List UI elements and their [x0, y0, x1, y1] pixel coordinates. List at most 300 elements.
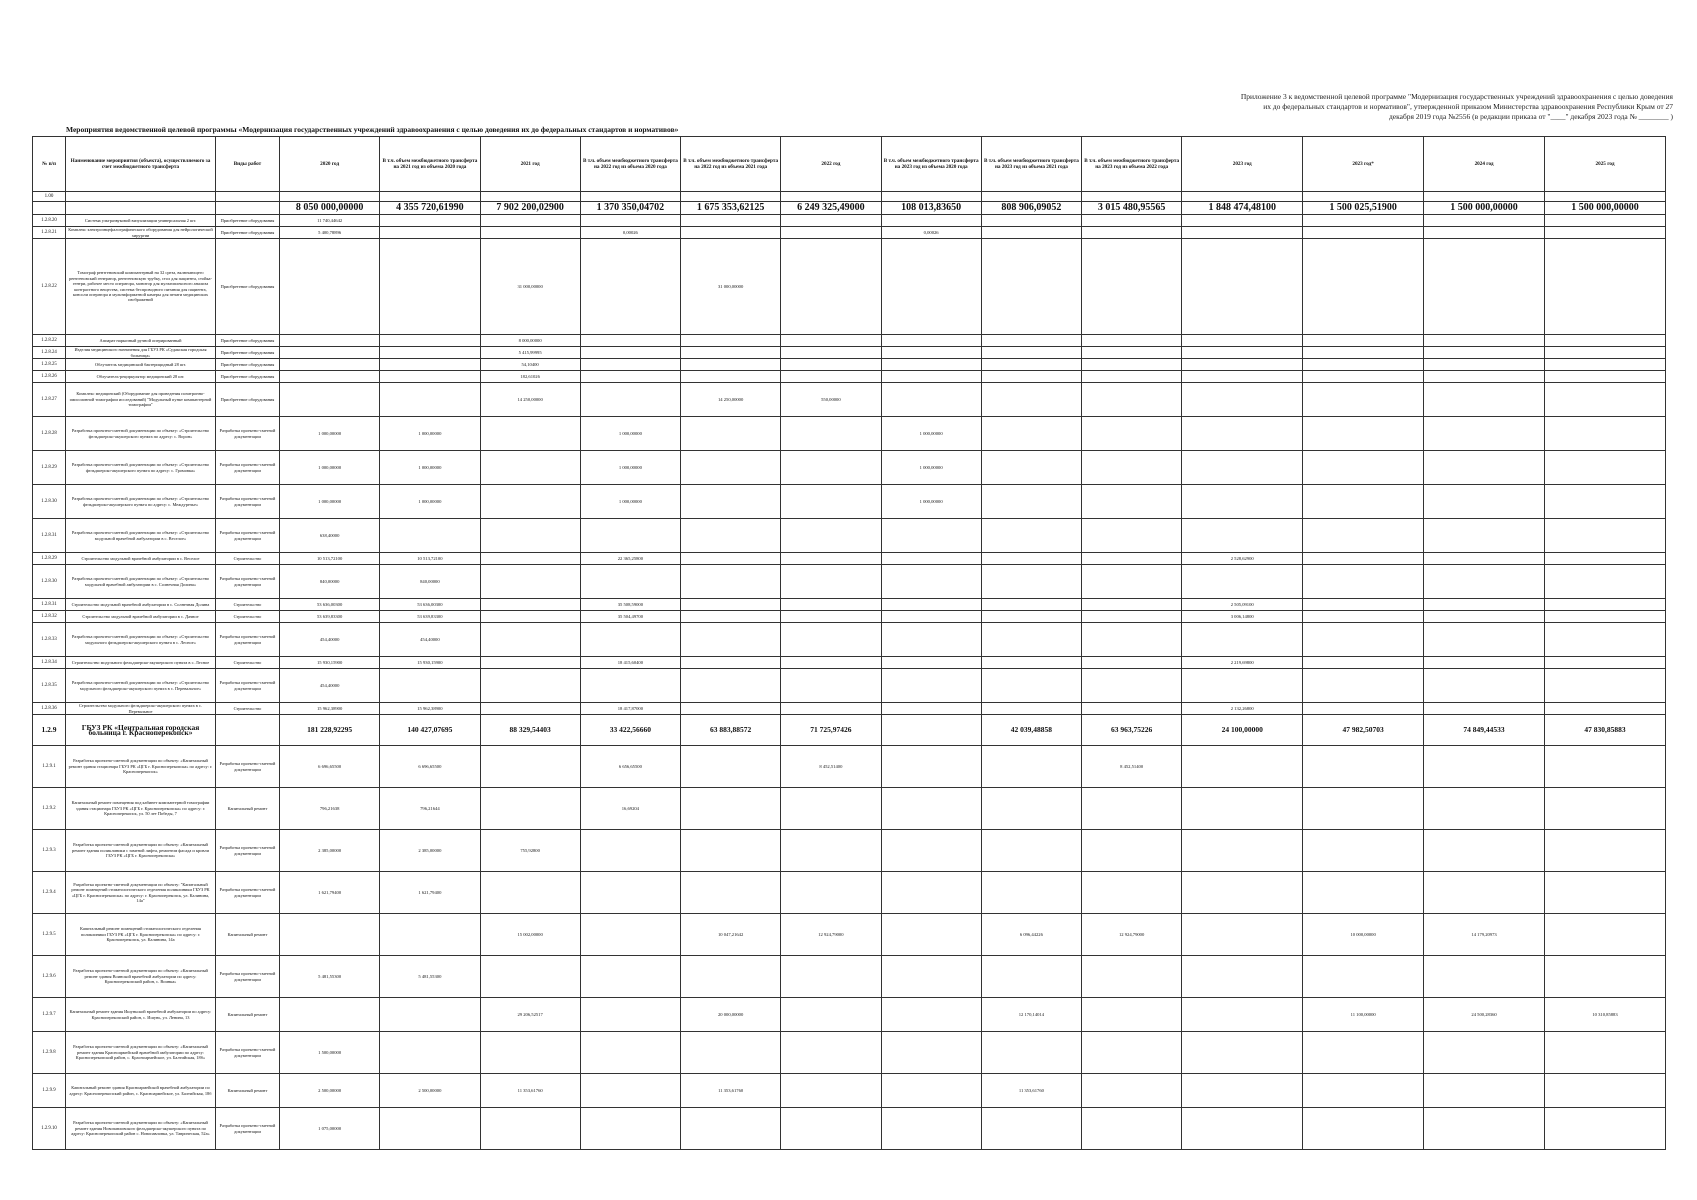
value-cell: [380, 359, 480, 371]
value-cell: [280, 371, 380, 383]
table-row: [33, 519, 1666, 553]
value-cell: 12 170,14014: [981, 998, 1081, 1032]
value-cell: [881, 1032, 981, 1074]
table-row: [33, 215, 1666, 227]
value-cell: [580, 1108, 680, 1150]
value-cell: [881, 1074, 981, 1108]
table-cell: [1424, 192, 1545, 202]
value-cell: [881, 599, 981, 611]
value-cell: [1082, 553, 1182, 565]
value-cell: [1424, 347, 1545, 359]
row-kind: Капитальный ремонт: [215, 998, 279, 1032]
value-cell: [580, 1032, 680, 1074]
column-header: В т.ч. объем межбюджетного трансферта на 2023 год из объема 2021 года: [981, 137, 1081, 192]
value-cell: [1182, 565, 1303, 599]
row-kind: Разработка проектно-сметной документации: [215, 956, 279, 998]
value-cell: [380, 1032, 480, 1074]
value-cell: [1424, 599, 1545, 611]
value-cell: 14 250,00000: [681, 383, 781, 417]
value-cell: 2 385,00000: [380, 830, 480, 872]
row-code: 1.2.8.32: [33, 611, 66, 623]
table-row: [33, 703, 1666, 715]
value-cell: [1545, 657, 1666, 669]
row-name: Томограф рентгеновский компьютерный на 32 среза, включающего рентгеновский генератор, рентгеновскую трубку, стол для пациента, стойка-гентри, рабочее место оператора, монитор для мультиплексного анализа контрастного вещества, система беспроводного питания для пациента, консоли оператора и мультиформатной камеры для печати медицинских изображений: [66, 239, 216, 335]
value-cell: [881, 347, 981, 359]
value-cell: [1082, 335, 1182, 347]
value-cell: [681, 788, 781, 830]
value-cell: [781, 215, 881, 227]
value-cell: [380, 335, 480, 347]
value-cell: [1545, 451, 1666, 485]
row-name: Капитальный ремонт здания Ишуньской врачебной амбулатории по адресу: Красноперекопский район, с. Ишунь, ул. Ленина, 13: [66, 998, 216, 1032]
value-cell: [1424, 485, 1545, 519]
subtotal-row: [33, 715, 1666, 746]
subtotal-cell: 63 963,75226: [1082, 715, 1182, 746]
total-cell: 1 500 000,00000: [1424, 202, 1545, 215]
table-cell: [580, 192, 680, 202]
value-cell: [881, 565, 981, 599]
value-cell: [681, 335, 781, 347]
value-cell: [681, 1032, 781, 1074]
value-cell: [580, 669, 680, 703]
row-kind: Капитальный ремонт: [215, 1074, 279, 1108]
value-cell: [1182, 830, 1303, 872]
value-cell: [1082, 239, 1182, 335]
value-cell: [881, 956, 981, 998]
value-cell: [1424, 623, 1545, 657]
value-cell: [1303, 519, 1424, 553]
value-cell: [1182, 451, 1303, 485]
value-cell: [681, 623, 781, 657]
value-cell: [480, 1032, 580, 1074]
value-cell: 14 179,20973: [1424, 914, 1545, 956]
table-cell: [681, 192, 781, 202]
value-cell: [781, 519, 881, 553]
value-cell: [881, 359, 981, 371]
value-cell: [380, 227, 480, 239]
value-cell: [480, 746, 580, 788]
value-cell: [1303, 383, 1424, 417]
program-table-container: [32, 136, 1666, 1150]
table-row: [33, 485, 1666, 519]
value-cell: [1182, 1032, 1303, 1074]
value-cell: 1 000,00000: [280, 417, 380, 451]
value-cell: [1424, 227, 1545, 239]
value-cell: [1182, 956, 1303, 998]
value-cell: [681, 611, 781, 623]
value-cell: 1 000,00000: [280, 485, 380, 519]
table-cell: [1082, 192, 1182, 202]
row-name: Разработка проектно-сметной документации по объекту: «Капитальный ремонт здания Воинской врачебной амбулатории по адресу: Красноперекопский район, с. Воинка»: [66, 956, 216, 998]
value-cell: [1303, 485, 1424, 519]
subtotal-cell: 71 725,97426: [781, 715, 881, 746]
value-cell: [881, 872, 981, 914]
value-cell: 15 930,15900: [280, 657, 380, 669]
value-cell: [1424, 451, 1545, 485]
row-code: 1.2.8.33: [33, 623, 66, 657]
value-cell: [981, 872, 1081, 914]
value-cell: 1 000,00000: [280, 451, 380, 485]
subtotal-cell: 140 427,07695: [380, 715, 480, 746]
value-cell: 2 500,00000: [280, 1074, 380, 1108]
table-row: [33, 788, 1666, 830]
value-cell: [781, 1032, 881, 1074]
value-cell: [280, 239, 380, 335]
row-code: 1.2.9.1: [33, 746, 66, 788]
row-kind: Разработка проектно-сметной документации: [215, 519, 279, 553]
value-cell: [881, 703, 981, 715]
row-kind: Строительство: [215, 703, 279, 715]
row-name: Разработка проектно-сметной документации по объекту: «Строительство фельдшерско-акушерского пункта по адресу: с. Междуречье»: [66, 485, 216, 519]
value-cell: [781, 335, 881, 347]
row-code: 1.2.8.24: [33, 347, 66, 359]
value-cell: [1545, 914, 1666, 956]
value-cell: 1 621,79400: [280, 872, 380, 914]
row-code: 1.2.9.5: [33, 914, 66, 956]
value-cell: [1082, 1032, 1182, 1074]
value-cell: [781, 227, 881, 239]
value-cell: [580, 335, 680, 347]
table-row: [33, 335, 1666, 347]
row-code: 1.2.9.2: [33, 788, 66, 830]
value-cell: [280, 914, 380, 956]
row-kind: Разработка проектно-сметной документации: [215, 1108, 279, 1150]
value-cell: [1303, 371, 1424, 383]
value-cell: [1303, 565, 1424, 599]
table-row: [33, 565, 1666, 599]
subtotal-cell: 47 982,50703: [1303, 715, 1424, 746]
value-cell: 1 000,00000: [380, 417, 480, 451]
value-cell: [480, 215, 580, 227]
value-cell: [881, 657, 981, 669]
value-cell: 5 481,55300: [280, 956, 380, 998]
value-cell: [881, 669, 981, 703]
value-cell: [1303, 347, 1424, 359]
value-cell: 10 047,21642: [681, 914, 781, 956]
value-cell: [1182, 227, 1303, 239]
value-cell: [480, 485, 580, 519]
value-cell: [1082, 703, 1182, 715]
value-cell: [1545, 669, 1666, 703]
value-cell: [1182, 1074, 1303, 1108]
value-cell: [1082, 417, 1182, 451]
value-cell: 1 000,00000: [380, 451, 480, 485]
value-cell: 6 096,44226: [981, 914, 1081, 956]
column-header: Виды работ: [215, 137, 279, 192]
column-header: В т.ч. объем межбюджетного трансферта на 2022 год из объема 2020 года: [580, 137, 680, 192]
value-cell: [380, 669, 480, 703]
row-kind: Строительство: [215, 599, 279, 611]
value-cell: 31 000,00000: [681, 239, 781, 335]
value-cell: [580, 830, 680, 872]
value-cell: [1303, 417, 1424, 451]
table-cell: [480, 192, 580, 202]
row-kind: Разработка проектно-сметной документации: [215, 746, 279, 788]
value-cell: [1303, 335, 1424, 347]
row-code: 1.2.8.20: [33, 215, 66, 227]
value-cell: 6 656,65500: [580, 746, 680, 788]
value-cell: 638,40000: [280, 519, 380, 553]
value-cell: [1182, 347, 1303, 359]
row-kind: Разработка проектно-сметной документации: [215, 565, 279, 599]
value-cell: 35 504,49700: [580, 611, 680, 623]
value-cell: [1424, 519, 1545, 553]
value-cell: [580, 519, 680, 553]
value-cell: [681, 227, 781, 239]
value-cell: 1 000,00000: [580, 417, 680, 451]
value-cell: [280, 347, 380, 359]
value-cell: 2 528,62900: [1182, 553, 1303, 565]
column-header: № п/п: [33, 137, 66, 192]
value-cell: [981, 830, 1081, 872]
table-row: [33, 599, 1666, 611]
value-cell: [1182, 519, 1303, 553]
value-cell: [480, 519, 580, 553]
value-cell: [1082, 215, 1182, 227]
value-cell: 1 000,00000: [380, 485, 480, 519]
column-header: В т.ч. объем межбюджетного трансферта на 2023 год из объема 2020 года: [881, 137, 981, 192]
row-kind: Приобретение оборудования: [215, 347, 279, 359]
table-row: [33, 239, 1666, 335]
value-cell: 6 696,65500: [380, 746, 480, 788]
row-code: 1.2.8.29: [33, 451, 66, 485]
value-cell: 18 417,87000: [580, 703, 680, 715]
value-cell: [1303, 703, 1424, 715]
value-cell: [1082, 1074, 1182, 1108]
value-cell: [981, 657, 1081, 669]
value-cell: 1 500,00000: [280, 1032, 380, 1074]
subtotal-cell: 88 329,54403: [480, 715, 580, 746]
value-cell: [681, 657, 781, 669]
value-cell: [981, 703, 1081, 715]
value-cell: 1 000,00000: [881, 485, 981, 519]
row-name: Разработка проектно-сметной документации по объекту: «Капитальный ремонт здания Новопавловского фельдшерско-акушерского пункта по адресу: Красноперекопский район с. Новопавловка, ул. Таврическая, 52а»: [66, 1108, 216, 1150]
value-cell: 8 452,51400: [781, 746, 881, 788]
value-cell: [981, 417, 1081, 451]
total-cell: 808 906,09052: [981, 202, 1081, 215]
table-cell: [215, 192, 279, 202]
table-row: [33, 359, 1666, 371]
value-cell: [1082, 371, 1182, 383]
row-name: Разработка проектно-сметной документации по объекту: «Капитальный ремонт здания стационара ГБУЗ РК «ЦГБ г. Красноперекопска» по адресу: г. Красноперекопск»: [66, 746, 216, 788]
value-cell: [580, 565, 680, 599]
value-cell: 182,61026: [480, 371, 580, 383]
value-cell: [781, 830, 881, 872]
value-cell: 12 924,79000: [781, 914, 881, 956]
value-cell: [881, 611, 981, 623]
value-cell: 5 481,55300: [380, 956, 480, 998]
value-cell: 11 100,00000: [1303, 998, 1424, 1032]
table-cell: [1545, 192, 1666, 202]
value-cell: 5 400,78896: [280, 227, 380, 239]
column-header: 2020 год: [280, 137, 380, 192]
row-code: 1.2.9.8: [33, 1032, 66, 1074]
total-cell: 108 013,83650: [881, 202, 981, 215]
value-cell: [781, 347, 881, 359]
value-cell: [1082, 451, 1182, 485]
value-cell: 12 924,79000: [1082, 914, 1182, 956]
subtotal-code: 1.2.9: [33, 715, 66, 746]
value-cell: [1303, 359, 1424, 371]
value-cell: [781, 657, 881, 669]
value-cell: [1303, 669, 1424, 703]
value-cell: 20 000,00000: [681, 998, 781, 1032]
value-cell: 24 500,28360: [1424, 998, 1545, 1032]
table-cell: [1303, 192, 1424, 202]
table-caption: Мероприятия ведомственной целевой программы «Модернизация государственных учреждений здравоохранения с целью доведения их до федеральных стандартов и нормативов»: [66, 125, 679, 134]
column-header: 2024 год: [1424, 137, 1545, 192]
row-code: 1.2.8.34: [33, 657, 66, 669]
value-cell: [1303, 657, 1424, 669]
value-cell: [1082, 669, 1182, 703]
value-cell: [1545, 239, 1666, 335]
value-cell: [1424, 830, 1545, 872]
value-cell: 54,10400: [480, 359, 580, 371]
value-cell: [681, 519, 781, 553]
value-cell: [1182, 872, 1303, 914]
value-cell: [1303, 1074, 1424, 1108]
row-code: 1.2.9.6: [33, 956, 66, 998]
value-cell: [981, 383, 1081, 417]
value-cell: [1182, 335, 1303, 347]
value-cell: 10 310,85883: [1545, 998, 1666, 1032]
value-cell: [1082, 599, 1182, 611]
value-cell: [1424, 359, 1545, 371]
table-cell: [66, 192, 216, 202]
value-cell: [1424, 746, 1545, 788]
value-cell: 2 505,09100: [1182, 599, 1303, 611]
value-cell: [1303, 215, 1424, 227]
value-cell: [681, 553, 781, 565]
value-cell: 11 740,44642: [280, 215, 380, 227]
value-cell: [380, 239, 480, 335]
row-name: Разработка проектно-сметной документации по объекту: «Капитальный ремонт здания поликлиники с заменой лифта, ремонтом фасада и кровли ГБУЗ РК «ЦГБ г. Красноперекопска»: [66, 830, 216, 872]
value-cell: [1182, 623, 1303, 657]
row-name: Строительство модульной врачебной амбулатории в с. Солнечная Долина: [66, 599, 216, 611]
row-name: Разработка проектно-сметной документации по объекту: «Капитальный ремонт здания Красноармейской врачебной амбулатории по адресу: Красноперекопский район, с. Красноармейское, ул. Балтийская, 18б»: [66, 1032, 216, 1074]
value-cell: [1303, 872, 1424, 914]
value-cell: [580, 956, 680, 998]
value-cell: [981, 335, 1081, 347]
value-cell: 29 206,52517: [480, 998, 580, 1032]
value-cell: 454,40000: [280, 669, 380, 703]
row-code: 1.2.8.31: [33, 519, 66, 553]
row-name: Строительство модульного фельдшерско-акушерского пункта в с. Лесное: [66, 657, 216, 669]
value-cell: [1182, 359, 1303, 371]
value-cell: [1082, 383, 1182, 417]
row-kind: Разработка проектно-сметной документации: [215, 669, 279, 703]
value-cell: 840,00000: [280, 565, 380, 599]
row-name: Разработка проектно-сметной документации по объекту: «Строительство модульной врачебной амбулатории в с. Солнечная Долина»: [66, 565, 216, 599]
value-cell: [1082, 519, 1182, 553]
value-cell: 53 639,83300: [280, 611, 380, 623]
value-cell: [781, 998, 881, 1032]
value-cell: [681, 371, 781, 383]
row-name: Строительство модульного фельдшерско-акушерского пункта в с. Перевальное: [66, 703, 216, 715]
value-cell: [1545, 1032, 1666, 1074]
value-cell: [1303, 451, 1424, 485]
value-cell: [881, 215, 981, 227]
row-kind: Приобретение оборудования: [215, 239, 279, 335]
value-cell: 53 636,00300: [380, 599, 480, 611]
subtotal-cell: [881, 715, 981, 746]
value-cell: [1303, 788, 1424, 830]
row-kind: Разработка проектно-сметной документации: [215, 485, 279, 519]
value-cell: [480, 611, 580, 623]
value-cell: [781, 956, 881, 998]
row-name: Разработка проектно-сметной документации по объекту: «Строительство модульного фельдшерско-акушерского пункта в с. Перевальное»: [66, 669, 216, 703]
value-cell: 1 000,00000: [881, 451, 981, 485]
value-cell: [881, 383, 981, 417]
value-cell: 18 415,60400: [580, 657, 680, 669]
value-cell: [881, 746, 981, 788]
value-cell: [981, 956, 1081, 998]
value-cell: [1545, 383, 1666, 417]
value-cell: [881, 553, 981, 565]
value-cell: [681, 485, 781, 519]
row-code: 1.2.8.28: [33, 417, 66, 451]
value-cell: [1082, 872, 1182, 914]
value-cell: [480, 599, 580, 611]
value-cell: [781, 872, 881, 914]
table-cell: [380, 192, 480, 202]
value-cell: [781, 1074, 881, 1108]
row-code: 1.2.9.7: [33, 998, 66, 1032]
value-cell: [1545, 417, 1666, 451]
value-cell: [1303, 956, 1424, 998]
annex-line: Приложение 3 к ведомственной целевой программе "Модернизация государственных учреждений здравоохранения с целью доведения: [1240, 92, 1673, 101]
row-name: Разработка проектно-сметной документации по объекту: «Строительство модульного фельдшерско-акушерского пункта в с. Лесное»: [66, 623, 216, 657]
row-kind: Разработка проектно-сметной документации: [215, 451, 279, 485]
column-header: В т.ч. объем межбюджетного трансферта на 2022 год из объема 2021 года: [681, 137, 781, 192]
program-table: [32, 136, 1666, 1150]
value-cell: [1424, 417, 1545, 451]
value-cell: 6 696,65500: [280, 746, 380, 788]
table-cell: [280, 192, 380, 202]
value-cell: [781, 371, 881, 383]
value-cell: [1424, 1074, 1545, 1108]
value-cell: [1182, 371, 1303, 383]
row-kind: Приобретение оборудования: [215, 371, 279, 383]
value-cell: [681, 669, 781, 703]
value-cell: [981, 788, 1081, 830]
value-cell: [1082, 998, 1182, 1032]
value-cell: [1303, 553, 1424, 565]
table-row: [33, 872, 1666, 914]
value-cell: [480, 956, 580, 998]
value-cell: [981, 371, 1081, 383]
value-cell: [1424, 239, 1545, 335]
subtotal-cell: 24 100,00000: [1182, 715, 1303, 746]
value-cell: 755,92800: [480, 830, 580, 872]
value-cell: 53 639,83300: [380, 611, 480, 623]
value-cell: [681, 956, 781, 998]
value-cell: [280, 998, 380, 1032]
value-cell: [1082, 657, 1182, 669]
column-header: 2022 год: [781, 137, 881, 192]
value-cell: [1182, 239, 1303, 335]
row-code: 1.2.8.22: [33, 239, 66, 335]
value-cell: [1424, 611, 1545, 623]
row-code: 1.2.9.9: [33, 1074, 66, 1108]
value-cell: 10 000,00000: [1303, 914, 1424, 956]
section-code: 1.00: [33, 192, 66, 202]
value-cell: [681, 703, 781, 715]
row-code: 1.2.8.27: [33, 383, 66, 417]
value-cell: [1424, 872, 1545, 914]
value-cell: [681, 347, 781, 359]
value-cell: [781, 417, 881, 451]
